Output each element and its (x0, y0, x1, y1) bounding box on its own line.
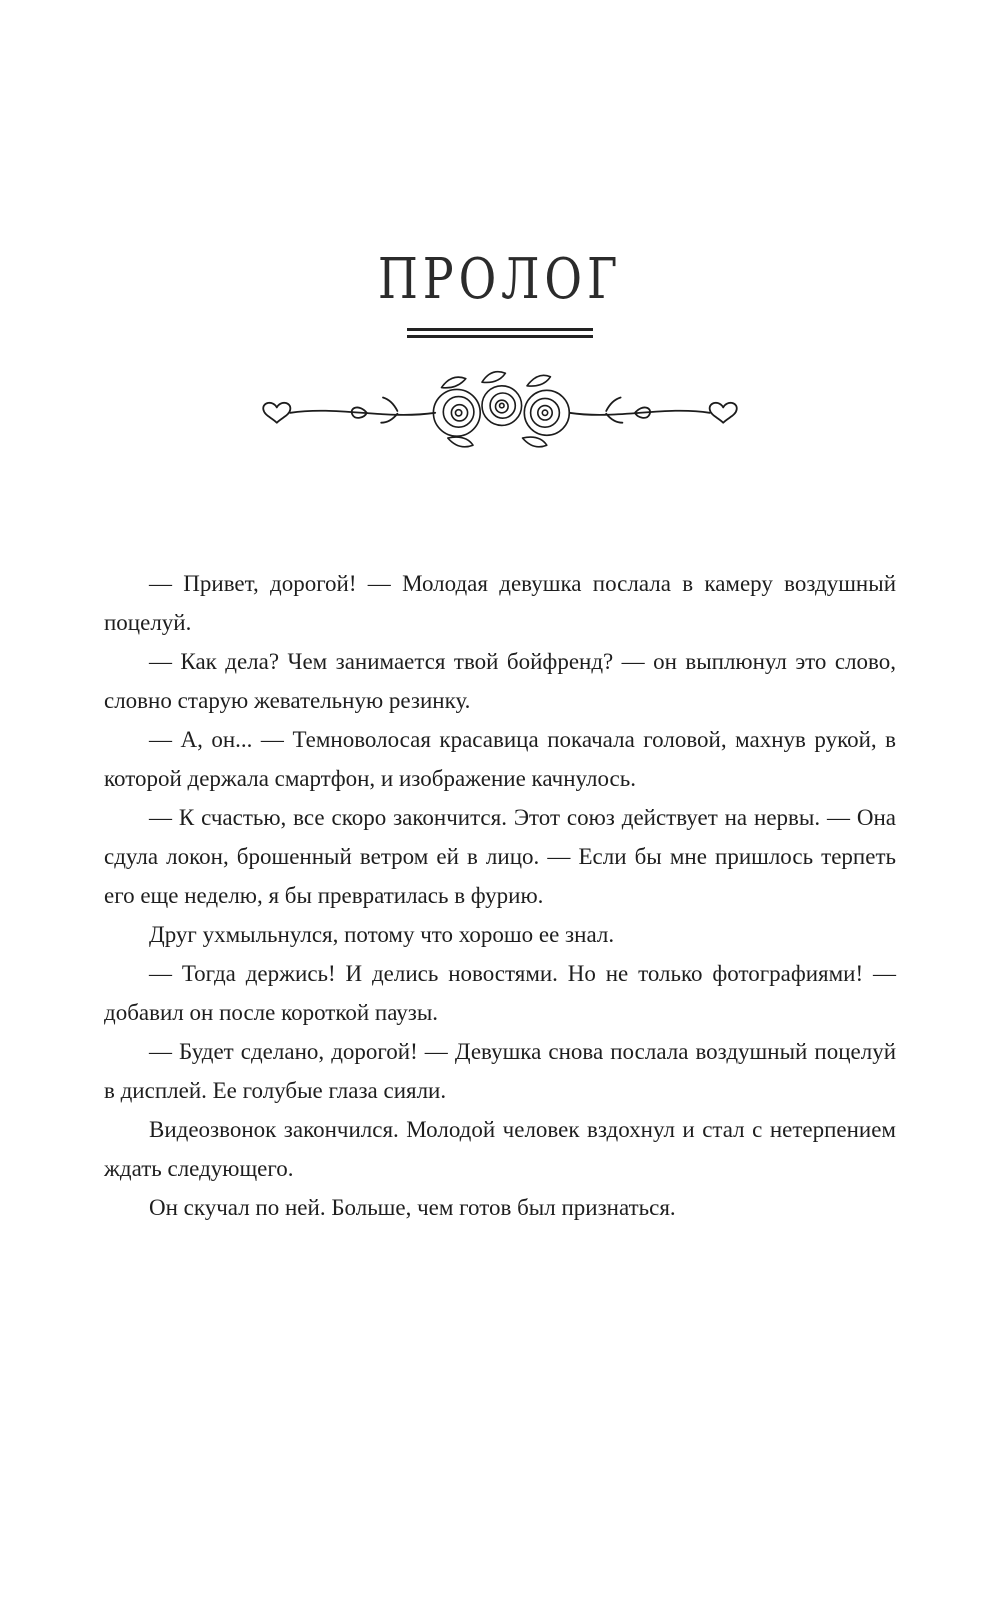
paragraph: Он скучал по ней. Больше, чем готов был признаться. (149, 1195, 676, 1220)
paragraph: — Как дела? Чем занимается твой бойфренд? — он выплюнул это слово, словно старую жевательную резинку. (104, 649, 896, 713)
body-text (104, 564, 896, 1227)
paragraph: — Будет сделано, дорогой! — Девушка снова послала воздушный поцелуй в дисплей. Ее голубые глаза сияли. (104, 1039, 896, 1103)
chapter-head (0, 0, 1000, 456)
paragraph: — А, он... — Темноволосая красавица покачала головой, махнув рукой, в которой держала смартфон, и изображение качнулось. (104, 727, 896, 791)
chapter-title: ПРОЛОГ (377, 247, 623, 312)
paragraph: Друг ухмыльнулся, потому что хорошо ее знал. (149, 922, 615, 947)
paragraph: — Тогда держись! И делись новостями. Но не только фотографиями! — добавил он после короткой паузы. (104, 961, 896, 1025)
paragraph: Видеозвонок закончился. Молодой человек вздохнул и стал с нетерпением ждать следующего. (104, 1117, 896, 1181)
paragraph: — К счастью, все скоро закончится. Этот союз действует на нервы. — Она сдула локон, брошенный ветром ей в лицо. — Если бы мне пришлось терпеть его еще неделю, я бы превратилась в фурию. (104, 805, 896, 908)
title-double-rule (407, 328, 593, 338)
roses-ornament-icon (230, 366, 770, 456)
paragraph: — Привет, дорогой! — Молодая девушка послала в камеру воздушный поцелуй. (104, 571, 896, 635)
